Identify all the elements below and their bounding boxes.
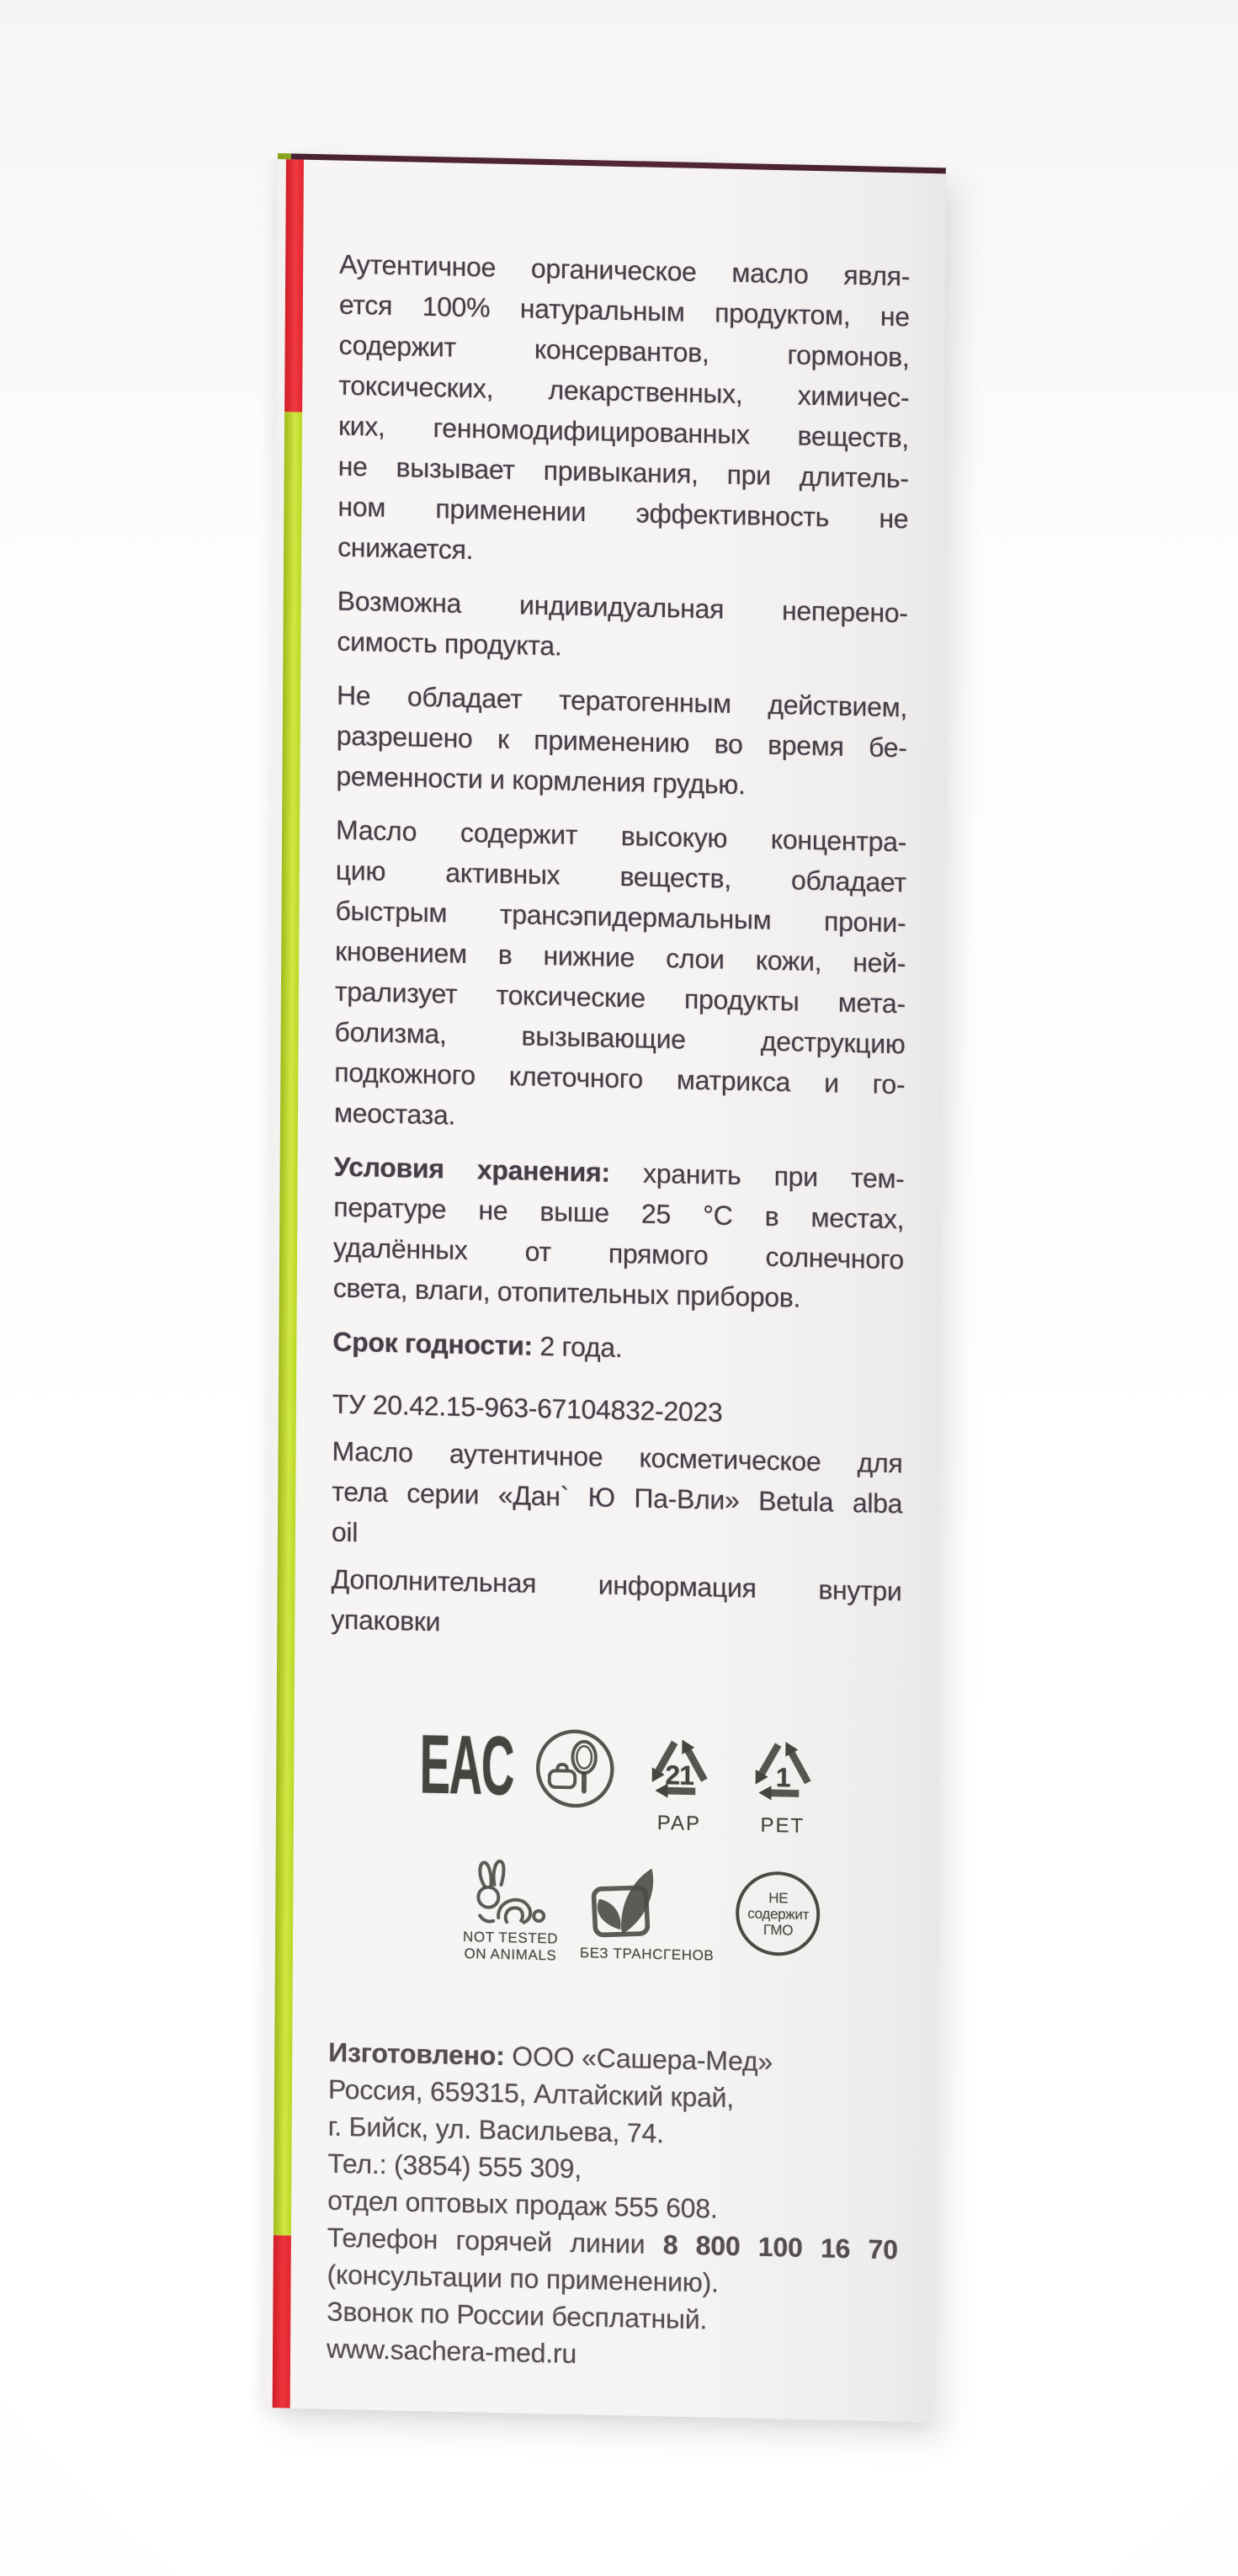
text-line: света, влаги, отопительных приборов. <box>332 1272 801 1313</box>
address-line: Тел.: (3854) 555 309, <box>327 2148 582 2185</box>
caption-line: NOT TESTED <box>463 1929 559 1947</box>
cosmetics-jar-mirror-icon <box>534 1727 617 1811</box>
text-line: ременности и кормления грудью. <box>336 760 746 801</box>
rabbit-icon <box>463 1858 550 1927</box>
footer-line: (консультации по применению). <box>327 2259 719 2298</box>
text-line: болизма, вызывающие деструкцию <box>334 1016 906 1060</box>
recycle-pap-code: PAP <box>656 1812 702 1836</box>
panel-text <box>327 244 910 2380</box>
transgene-free-badge <box>580 1860 715 1964</box>
text-line: меостаза. <box>333 1097 456 1131</box>
hotline-prefix: Телефон горячей линии <box>327 2222 663 2260</box>
paragraph-description <box>337 244 910 580</box>
storage-label: Условия хранения: <box>333 1151 610 1188</box>
recycle-pap-number: 21 <box>665 1759 694 1791</box>
paragraph-concentration <box>334 810 906 1146</box>
leaf-check-icon <box>580 1860 668 1943</box>
text-line: подкожного клеточного матрикса и го- <box>334 1056 906 1100</box>
package-side-panel <box>264 153 946 2422</box>
certification-icons-row-1 <box>419 1716 901 1849</box>
left-stripe <box>273 159 304 2408</box>
recycle-pet-number: 1 <box>775 1762 790 1793</box>
text-line: Масло содержит высокую концентра- <box>335 814 907 858</box>
text-line: не вызывает привыкания, при длитель- <box>337 450 909 494</box>
text-line: трализует токсические продукты мета- <box>334 976 906 1019</box>
address-line: г. Бийск, ул. Васильева, 74. <box>327 2110 664 2149</box>
shelf-life-label: Срок годности: <box>332 1326 533 1361</box>
storage-first-rest: хранить при тем- <box>609 1157 905 1195</box>
text-line: Не обладает тератогенным действием, <box>336 679 908 723</box>
certification-icons-row-2 <box>463 1858 901 1972</box>
text-line: симость продукта. <box>337 625 562 662</box>
tu-number: ТУ 20.42.15-963-67104832-2023 <box>332 1388 723 1428</box>
address-line: отдел оптовых продаж 555 608. <box>327 2185 718 2224</box>
text-line: Возможна индивидуальная неперено- <box>337 585 908 629</box>
tu-number-line <box>332 1384 903 1437</box>
not-tested-caption <box>463 1929 558 1964</box>
manufacturer-company: ООО «Сашера-Мед» <box>504 2041 773 2078</box>
manufacturer-block <box>327 2034 899 2380</box>
text-line: снижается. <box>337 531 474 566</box>
recycle-1-pet-icon <box>742 1731 824 1847</box>
tu-block <box>331 1384 903 1653</box>
text-line: пературе не выше 25 °С в местах, <box>333 1191 905 1235</box>
text-line: Аутентичное органическое масло явля- <box>339 248 911 292</box>
stripe-red-top <box>284 159 304 412</box>
footer-line: Звонок по России бесплатный. <box>327 2296 708 2335</box>
gmo-caption-line: ГМО <box>762 1921 794 1939</box>
recycle-21-pap-icon <box>639 1729 720 1845</box>
transgene-free-caption: БЕЗ ТРАНСГЕНОВ <box>579 1945 715 1964</box>
text-line: ется 100% натуральным продуктом, не <box>338 289 910 333</box>
no-gmo-badge <box>736 1871 821 1956</box>
text-line: ном применении эффективность не <box>337 491 909 535</box>
text-line: Дополнительная информация внутри <box>331 1563 902 1607</box>
hotline-number: 8 800 100 16 70 <box>662 2229 898 2265</box>
text-line: разрешено к применению во время бе- <box>336 720 907 764</box>
paragraph-product-name <box>332 1431 903 1565</box>
text-line: кновением в нижние слои кожи, ней- <box>335 935 906 979</box>
text-line: oil <box>331 1516 359 1548</box>
text-line: токсических, лекарственных, химичес- <box>338 370 910 413</box>
text-line: упаковки <box>331 1604 441 1637</box>
address-line: Россия, 659315, Алтайский край, <box>327 2073 735 2114</box>
text-line: ких, генномодифицированных веществ, <box>337 410 910 454</box>
gmo-caption-line: НЕ <box>768 1889 789 1906</box>
gmo-caption-line: содержит <box>747 1904 810 1923</box>
text-line: быстрым трансэпидермальным прони- <box>335 895 906 939</box>
not-tested-on-animals-badge <box>463 1858 559 1964</box>
footer-line: www.sachera-med.ru <box>326 2333 577 2370</box>
text-line: удалённых от прямого солнечного <box>332 1232 905 1275</box>
eac-mark-icon: EAC <box>419 1716 514 1813</box>
recycle-pet-code: PET <box>760 1813 805 1838</box>
box-top-edge <box>278 153 946 173</box>
stripe-green <box>274 412 302 2235</box>
text-line: цию активных веществ, обладает <box>335 854 906 898</box>
stripe-red-bottom <box>273 2235 291 2408</box>
shelf-life-value: 2 года. <box>532 1330 623 1364</box>
text-line <box>332 1322 903 1375</box>
text-line: тела серии «Дан` Ю Па-Вли» Betula alba <box>332 1476 903 1520</box>
caption-line: ON ANIMALS <box>464 1945 557 1964</box>
paragraph-shelf-life <box>332 1322 903 1375</box>
paragraph-tolerance <box>337 581 908 674</box>
paragraph-storage <box>333 1147 905 1321</box>
paragraph-extra-info <box>331 1559 902 1653</box>
manufacturer-label: Изготовлено: <box>328 2036 505 2072</box>
paragraph-teratogenic <box>336 675 907 809</box>
text-line: содержит консервантов, гормонов, <box>338 329 910 373</box>
text-line: Масло аутентичное косметическое для <box>332 1435 903 1479</box>
